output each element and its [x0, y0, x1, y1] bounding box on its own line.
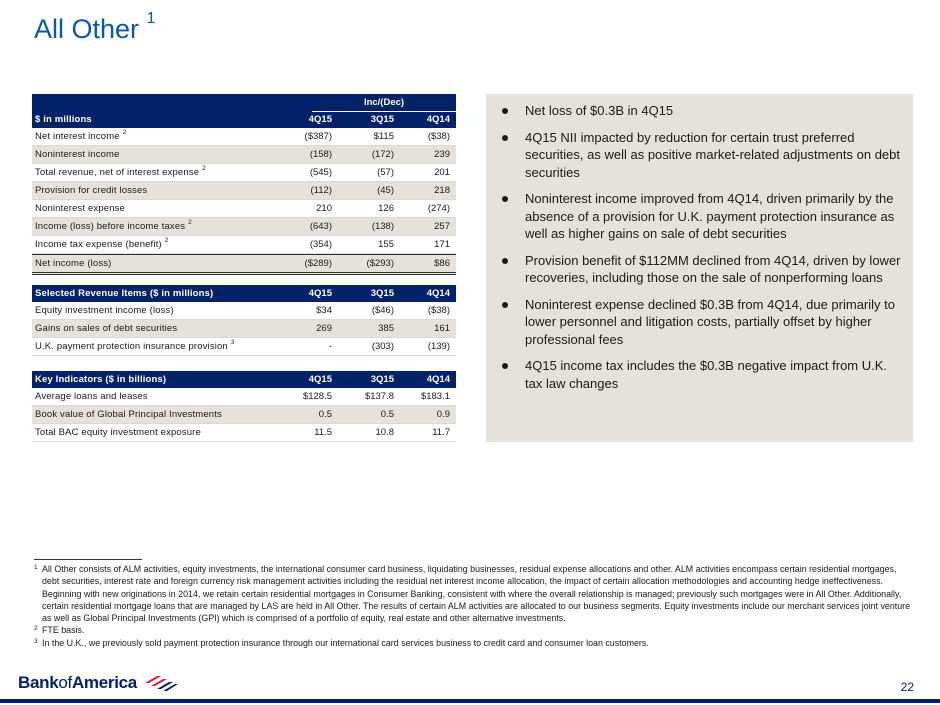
- bank-of-america-logo: [18, 673, 179, 693]
- footnote: 3 In the U.K., we previously sold payment protection insurance through our international card services business to credit card and consumer loan customers.: [34, 637, 649, 648]
- row-value: $137.8: [364, 391, 394, 402]
- bullet-item: Net loss of $0.3B in 4Q15: [502, 102, 901, 120]
- footnote: 1 All Other consists of ALM activities, equity investments, the international consumer card business, liquidating businesses, residual expense allocations and other. ALM activities encompass certain residential mortgages, debt securities, interest rate and foreign currency risk management activities including the residual net interest income allocation, the impact of certain allocation methodologies and accounting hedge ineffectiveness. Beginning with new originations in 2014, we retain certain residential mortgages in Consumer Banking, consistent with where the overall relationship is managed; previously such mortgages were in All Other. Additionally, certain residential mortgage loans that are managed by LAS are held in All Other. The results of certain ALM activities are allocated to our business segments. Equity investments include our merchant services joint venture as well as Global Principal Investments (GPI) which is comprised of a portfolio of equity, real estate and other alternative investments.: [34, 564, 911, 624]
- table-body: [32, 302, 456, 356]
- bullet-item: 4Q15 NII impacted by reduction for certain trust preferred securities, as well as positive market-related adjustments on debt securities: [502, 129, 901, 182]
- row-value: ($38): [427, 131, 450, 142]
- header-col: 3Q15: [370, 288, 394, 299]
- row-value: 239: [434, 149, 450, 160]
- row-value: (57): [377, 167, 394, 178]
- row-label: Average loans and leases: [35, 391, 148, 402]
- table-row: [32, 406, 456, 424]
- bullet-item: Noninterest expense declined $0.3B from 4Q14, due primarily to lower personnel and litigation costs, partially offset by higher professional fees: [502, 296, 901, 349]
- row-value: (158): [309, 149, 332, 160]
- table-row: [32, 128, 456, 146]
- row-label: U.K. payment protection insurance provision $^3$: [35, 339, 235, 352]
- footnote: 2 FTE basis.: [34, 625, 85, 636]
- table-row: [32, 182, 456, 200]
- table-body: [32, 128, 456, 275]
- table-row: [32, 218, 456, 236]
- row-value: (274): [427, 203, 450, 214]
- page-title: All Other $^1$: [34, 10, 156, 44]
- header-col: 4Q14: [426, 114, 450, 125]
- row-label: Equity investment income (loss): [35, 305, 174, 316]
- row-value: (354): [309, 239, 332, 250]
- key-indicators-table: [32, 371, 456, 442]
- table-super-header: [32, 94, 456, 111]
- row-value: 201: [434, 167, 450, 178]
- row-value: (112): [310, 185, 332, 196]
- row-label: Income tax expense (benefit) $^2$: [35, 237, 169, 250]
- row-value: 155: [378, 239, 394, 250]
- bullet-item: Provision benefit of $112MM declined from 4Q14, driven by lower recoveries, including those on the sale of nonperforming loans: [502, 252, 901, 287]
- table-row: [32, 146, 456, 164]
- bullet-icon: [502, 196, 508, 202]
- row-value: $115: [373, 131, 394, 142]
- row-value: 257: [434, 221, 450, 232]
- logo-wordmark: BankofAmerica: [18, 673, 137, 692]
- row-value: 0.5: [380, 409, 394, 420]
- row-value: ($289): [304, 258, 332, 269]
- table-row: [32, 236, 456, 254]
- row-value: (545): [309, 167, 332, 178]
- row-label: Noninterest income: [35, 149, 120, 160]
- row-label: Income (loss) before income taxes $^2$: [35, 219, 192, 232]
- header-label: $ in millions: [35, 114, 92, 125]
- commentary-panel: [486, 94, 913, 442]
- table-header: [32, 111, 456, 128]
- table-row: [32, 320, 456, 338]
- footnotes: [34, 563, 914, 649]
- row-value: 171: [434, 239, 450, 250]
- table-row: [32, 388, 456, 406]
- bullet-icon: [502, 108, 508, 114]
- row-value: (643): [309, 221, 332, 232]
- table-header: [32, 285, 456, 302]
- row-value: (172): [371, 149, 394, 160]
- row-value: $86: [434, 258, 450, 269]
- table-row: [32, 302, 456, 320]
- bullet-icon: [502, 302, 508, 308]
- bullet-icon: [502, 363, 508, 369]
- row-value: 126: [378, 203, 394, 214]
- income-statement-table: [32, 94, 456, 275]
- row-value: 269: [316, 323, 332, 334]
- row-value: $183.1: [420, 391, 450, 402]
- row-value: -: [328, 341, 332, 352]
- row-value: 161: [434, 323, 450, 334]
- row-value: ($38): [427, 305, 450, 316]
- flag-icon: [143, 675, 179, 691]
- row-value: 11.5: [314, 427, 332, 438]
- row-label: Total BAC equity investment exposure: [35, 427, 201, 438]
- row-value: (139): [427, 341, 450, 352]
- footnote-divider: [34, 559, 142, 560]
- table-row: [32, 200, 456, 218]
- row-value: (45): [377, 185, 394, 196]
- row-value: ($293): [366, 258, 394, 269]
- table-row: [32, 338, 456, 356]
- row-value: $128.5: [302, 391, 332, 402]
- row-label: Book value of Global Principal Investments: [35, 409, 222, 420]
- row-label: Total revenue, net of interest expense $^2$: [35, 165, 206, 178]
- bullet-icon: [502, 135, 508, 141]
- header-col: 4Q14: [426, 288, 450, 299]
- row-value: 10.8: [375, 427, 394, 438]
- row-value: 11.7: [432, 427, 450, 438]
- row-label: Net income (loss): [35, 258, 112, 269]
- row-value: 210: [316, 203, 332, 214]
- row-label: Provision for credit losses: [35, 185, 148, 196]
- table-row: [32, 424, 456, 442]
- row-value: 218: [434, 185, 450, 196]
- bullet-icon: [502, 258, 508, 264]
- inc-dec-label: Inc/(Dec): [312, 94, 456, 112]
- row-label: Noninterest expense: [35, 203, 125, 214]
- header-col: 4Q15: [308, 288, 332, 299]
- row-value: ($46): [371, 305, 394, 316]
- page-number: 22: [900, 680, 914, 694]
- row-label: Net interest income $^2$: [35, 129, 127, 142]
- row-label: Gains on sales of debt securities: [35, 323, 178, 334]
- row-value: 0.5: [318, 409, 332, 420]
- bullet-item: 4Q15 income tax includes the $0.3B negative impact from U.K. tax law changes: [502, 357, 901, 392]
- selected-revenue-table: [32, 285, 456, 356]
- table-header: [32, 371, 456, 388]
- row-value: (138): [371, 221, 394, 232]
- row-value: 385: [378, 323, 394, 334]
- table-row: [32, 254, 456, 275]
- footer-rule: [0, 699, 940, 703]
- table-row: [32, 164, 456, 182]
- header-label: Selected Revenue Items ($ in millions): [35, 288, 214, 299]
- bullet-list: [486, 94, 913, 392]
- table-body: [32, 388, 456, 442]
- row-value: 0.9: [436, 409, 450, 420]
- row-value: ($387): [304, 131, 332, 142]
- header-label: Key Indicators ($ in billions): [35, 374, 167, 385]
- header-col: 4Q14: [426, 374, 450, 385]
- row-value: $34: [316, 305, 332, 316]
- header-col: 4Q15: [308, 114, 332, 125]
- bullet-item: Noninterest income improved from 4Q14, driven primarily by the absence of a provision for U.K. payment protection insurance as well as higher gains on sale of debt securities: [502, 190, 901, 243]
- header-col: 3Q15: [370, 114, 394, 125]
- row-value: (303): [371, 341, 394, 352]
- header-col: 4Q15: [308, 374, 332, 385]
- header-col: 3Q15: [370, 374, 394, 385]
